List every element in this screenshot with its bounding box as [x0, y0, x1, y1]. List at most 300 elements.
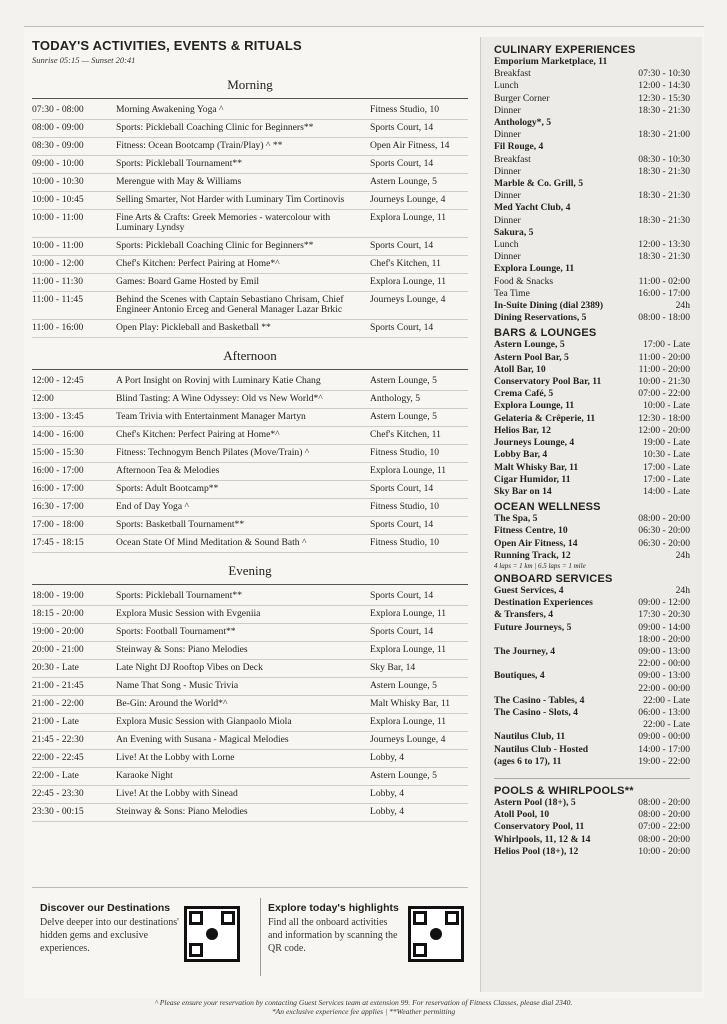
service-name: Destination Experiences	[494, 597, 593, 609]
service-hours: 18:30 - 21:30	[638, 251, 690, 263]
service-name: Breakfast	[494, 68, 531, 80]
activity-row	[32, 391, 468, 409]
service-row	[494, 658, 690, 670]
activity-event: Behind the Scenes with Captain Sebastiano Chrisam, Chief Engineer Antonio Erceg and General Manager Lazar Brkic	[116, 294, 344, 315]
service-name: Nautilus Club - Hosted	[494, 743, 589, 755]
activity-event: Blind Tasting: A Wine Odyssey: Old vs New World*^	[116, 393, 323, 404]
service-hours: 16:00 - 17:00	[638, 287, 690, 299]
activity-location: Sports Court, 14	[370, 122, 434, 133]
service-hours: 18:30 - 21:30	[638, 104, 690, 116]
footer-notes	[0, 998, 727, 1016]
activity-time: 13:00 - 13:45	[32, 411, 84, 422]
activity-event: Chef's Kitchen: Perfect Pairing at Home*^	[116, 429, 280, 440]
activity-location: Fitness Studio, 10	[370, 537, 440, 548]
service-hours: 22:00 - Late	[643, 694, 690, 706]
service-name: Sakura, 5	[494, 226, 534, 238]
bars-list	[494, 339, 690, 498]
activity-row	[32, 102, 468, 120]
destinations-text: Delve deeper into our destinations' hidden gems and exclusive experiences.	[40, 917, 179, 954]
service-row	[494, 486, 690, 498]
service-row	[494, 93, 690, 105]
service-name: Marble & Co. Grill, 5	[494, 178, 583, 190]
activity-time: 08:00 - 09:00	[32, 122, 84, 133]
service-row	[494, 166, 690, 178]
activity-time: 10:00 - 10:30	[32, 176, 84, 187]
activity-time: 16:00 - 17:00	[32, 465, 84, 476]
onboard-heading: ONBOARD SERVICES	[494, 572, 613, 585]
pools-heading: POOLS & WHIRLPOOLS**	[494, 778, 690, 797]
service-row	[494, 190, 690, 202]
activity-event: Fine Arts & Crafts: Greek Memories - watercolour with Luminary Lyndsy	[116, 212, 331, 233]
activity-time: 22:00 - Late	[32, 770, 79, 781]
activity-row	[32, 192, 468, 210]
activity-location: Explora Lounge, 11	[370, 716, 447, 727]
service-row	[494, 413, 690, 425]
activity-row	[32, 210, 468, 238]
activity-event: Fitness: Technogym Bench Pilates (Move/Train) ^	[116, 447, 310, 458]
activity-row	[32, 463, 468, 481]
service-name: Burger Corner	[494, 92, 550, 104]
service-hours: 14:00 - Late	[643, 485, 690, 497]
service-hours	[616, 117, 690, 129]
service-hours: 19:00 - Late	[643, 437, 690, 449]
service-hours: 12:30 - 15:30	[638, 92, 690, 104]
service-hours: 17:00 - Late	[643, 461, 690, 473]
activity-event: Afternoon Tea & Melodies	[116, 465, 220, 476]
service-row	[494, 251, 690, 263]
service-row	[494, 609, 690, 621]
service-row	[494, 352, 690, 364]
service-name: Helios Pool (18+), 12	[494, 845, 579, 857]
highlights-text: Find all the onboard activities and information by scanning the QR code.	[268, 917, 398, 954]
service-name: Journeys Lounge, 4	[494, 437, 575, 449]
service-hours: 09:00 - 13:00	[638, 670, 690, 682]
service-name: Nautilus Club, 11	[494, 731, 566, 743]
activity-time: 11:00 - 16:00	[32, 322, 84, 333]
service-row	[494, 695, 690, 707]
service-hours: 08:00 - 18:00	[638, 312, 690, 324]
activity-row	[32, 750, 468, 768]
service-name: Atoll Pool, 10	[494, 809, 550, 821]
service-name: Sky Bar on 14	[494, 485, 552, 497]
service-row	[494, 227, 690, 239]
activity-event: Sports: Basketball Tournament**	[116, 519, 245, 530]
activity-location: Astern Lounge, 5	[370, 375, 437, 386]
service-name: Med Yacht Club, 4	[494, 202, 571, 214]
service-row	[494, 300, 690, 312]
service-hours: 22:00 - 00:00	[638, 682, 690, 694]
activity-row	[32, 714, 468, 732]
activity-location: Chef's Kitchen, 11	[370, 258, 441, 269]
service-name: Dinner	[494, 104, 521, 116]
service-hours: 24h	[675, 584, 690, 596]
service-name: Dining Reservations, 5	[494, 312, 587, 324]
service-row	[494, 525, 690, 537]
activity-location: Lobby, 4	[370, 788, 405, 799]
activity-location: Sports Court, 14	[370, 240, 434, 251]
service-name: Cigar Humidor, 11	[494, 473, 571, 485]
highlights-title: Explore today's highlights	[268, 902, 399, 914]
activity-time: 17:45 - 18:15	[32, 537, 84, 548]
service-hours: 18:30 - 21:30	[638, 190, 690, 202]
activity-event: Sports: Pickleball Coaching Clinic for Beginners**	[116, 122, 314, 133]
service-row	[494, 425, 690, 437]
activity-time: 18:00 - 19:00	[32, 590, 84, 601]
service-row	[494, 117, 690, 129]
service-name: Dinner	[494, 214, 521, 226]
service-row	[494, 513, 690, 525]
service-hours: 14:00 - 17:00	[638, 743, 690, 755]
activity-row	[32, 499, 468, 517]
activity-time: 16:30 - 17:00	[32, 501, 84, 512]
activity-event: Sports: Adult Bootcamp**	[116, 483, 219, 494]
activity-row	[32, 445, 468, 463]
service-hours: 08:00 - 20:00	[638, 796, 690, 808]
activity-time: 16:00 - 17:00	[32, 483, 84, 494]
activity-event: Chef's Kitchen: Perfect Pairing at Home*^	[116, 258, 280, 269]
activity-event: Open Play: Pickleball and Basketball **	[116, 322, 271, 333]
activity-event: Sports: Football Tournament**	[116, 626, 236, 637]
service-row	[494, 597, 690, 609]
activity-time: 11:00 - 11:30	[32, 276, 83, 287]
activity-location: Astern Lounge, 5	[370, 680, 437, 691]
service-row	[494, 437, 690, 449]
service-row	[494, 756, 690, 768]
activity-row	[32, 120, 468, 138]
activity-time: 10:00 - 11:00	[32, 212, 84, 223]
activity-location: Astern Lounge, 5	[370, 176, 437, 187]
activity-time: 22:00 - 22:45	[32, 752, 84, 763]
service-name	[494, 634, 616, 646]
service-hours: 09:00 - 13:00	[638, 645, 690, 657]
wellness-list	[494, 513, 690, 562]
activity-time: 22:45 - 23:30	[32, 788, 84, 799]
service-row	[494, 834, 690, 846]
service-hours: 12:30 - 18:00	[638, 412, 690, 424]
service-hours: 11:00 - 02:00	[638, 275, 690, 287]
activity-event: Team Trivia with Entertainment Manager Martyn	[116, 411, 306, 422]
activity-row	[32, 535, 468, 553]
service-row	[494, 550, 690, 562]
service-hours	[616, 227, 690, 239]
activity-time: 20:30 - Late	[32, 662, 79, 673]
activity-time: 11:00 - 11:45	[32, 294, 83, 305]
service-row	[494, 215, 690, 227]
service-hours	[616, 263, 690, 275]
activity-location: Explora Lounge, 11	[370, 276, 447, 287]
service-hours: 08:00 - 20:00	[638, 833, 690, 845]
afternoon-list	[32, 373, 468, 553]
service-hours: 06:30 - 20:00	[638, 525, 690, 537]
wellness-heading: OCEAN WELLNESS	[494, 501, 601, 514]
activity-row	[32, 517, 468, 535]
activity-time: 17:00 - 18:00	[32, 519, 84, 530]
service-name: Conservatory Pool Bar, 11	[494, 376, 602, 388]
service-name: The Casino - Tables, 4	[494, 694, 585, 706]
service-row	[494, 670, 690, 682]
activity-location: Lobby, 4	[370, 752, 405, 763]
service-name	[494, 719, 616, 731]
activity-location: Journeys Lounge, 4	[370, 294, 446, 305]
service-name: Guest Services, 4	[494, 584, 564, 596]
activity-location: Explora Lounge, 11	[370, 465, 447, 476]
service-row	[494, 376, 690, 388]
service-name: Fil Rouge, 4	[494, 141, 544, 153]
service-row	[494, 634, 690, 646]
activity-event: Fitness: Ocean Bootcamp (Train/Play) ^ **	[116, 140, 283, 151]
activity-row	[32, 292, 468, 320]
service-row	[494, 68, 690, 80]
activity-time: 21:45 - 22:30	[32, 734, 84, 745]
culinary-heading: CULINARY EXPERIENCES	[494, 44, 636, 56]
activity-location: Sports Court, 14	[370, 158, 434, 169]
service-hours: 10:00 - 20:00	[638, 845, 690, 857]
service-row	[494, 263, 690, 275]
section-evening-heading: Evening	[32, 563, 468, 585]
service-hours: 08:30 - 10:30	[638, 153, 690, 165]
activity-location: Explora Lounge, 11	[370, 608, 447, 619]
service-hours: 18:30 - 21:30	[638, 165, 690, 177]
activity-row	[32, 256, 468, 274]
activity-event: Explora Music Session with Evgeniia	[116, 608, 261, 619]
service-row	[494, 707, 690, 719]
service-hours	[616, 178, 690, 190]
service-row	[494, 339, 690, 351]
activity-location: Lobby, 4	[370, 806, 405, 817]
activity-location: Fitness Studio, 10	[370, 447, 440, 458]
activity-location: Malt Whisky Bar, 11	[370, 698, 451, 709]
service-hours: 12:00 - 14:30	[638, 80, 690, 92]
activity-row	[32, 427, 468, 445]
activity-time: 18:15 - 20:00	[32, 608, 84, 619]
services-column	[480, 37, 702, 992]
activity-location: Fitness Studio, 10	[370, 104, 440, 115]
service-hours: 17:30 - 20:30	[638, 609, 690, 621]
service-name: Fitness Centre, 10	[494, 525, 568, 537]
service-row	[494, 449, 690, 461]
activity-event: Merengue with May & Williams	[116, 176, 242, 187]
service-hours: 06:00 - 13:00	[638, 706, 690, 718]
activity-location: Explora Lounge, 11	[370, 212, 447, 223]
service-hours: 07:00 - 22:00	[638, 388, 690, 400]
activity-row	[32, 138, 468, 156]
activity-event: Steinway & Sons: Piano Melodies	[116, 806, 248, 817]
highlights-qr-icon[interactable]	[408, 906, 464, 962]
service-name: Tea Time	[494, 287, 530, 299]
service-row	[494, 846, 690, 858]
service-hours: 24h	[675, 549, 690, 561]
service-row	[494, 276, 690, 288]
service-hours	[616, 56, 690, 68]
service-name: Future Journeys, 5	[494, 621, 572, 633]
section-morning-heading: Morning	[32, 77, 468, 99]
service-name: Conservatory Pool, 11	[494, 821, 585, 833]
service-name: Astern Lounge, 5	[494, 339, 565, 351]
service-row	[494, 105, 690, 117]
activity-time: 07:30 - 08:00	[32, 104, 84, 115]
service-row	[494, 462, 690, 474]
service-name: Running Track, 12	[494, 549, 571, 561]
service-hours	[616, 202, 690, 214]
sunrise-sunset: Sunrise 05:15 — Sunset 20:41	[32, 55, 136, 65]
activity-time: 21:00 - 21:45	[32, 680, 84, 691]
activity-time: 12:00	[32, 393, 54, 404]
activity-row	[32, 373, 468, 391]
activity-event: Steinway & Sons: Piano Melodies	[116, 644, 248, 655]
service-name: Open Air Fitness, 14	[494, 537, 578, 549]
service-name: Astern Pool Bar, 5	[494, 351, 569, 363]
activity-row	[32, 174, 468, 192]
service-name: Whirlpools, 11, 12 & 14	[494, 833, 591, 845]
service-row	[494, 80, 690, 92]
service-name: Helios Bar, 12	[494, 424, 551, 436]
activity-location: Sports Court, 14	[370, 322, 434, 333]
service-hours: 11:00 - 20:00	[638, 363, 690, 375]
culinary-list	[494, 56, 690, 324]
service-name: Lobby Bar, 4	[494, 449, 548, 461]
service-name: Food & Snacks	[494, 275, 554, 287]
activity-time: 08:30 - 09:00	[32, 140, 84, 151]
pools-list	[494, 797, 690, 858]
service-name: Dinner	[494, 165, 521, 177]
onboard-list	[494, 585, 690, 768]
service-row	[494, 364, 690, 376]
service-name: Crema Café, 5	[494, 388, 554, 400]
activity-time: 20:00 - 21:00	[32, 644, 84, 655]
service-row	[494, 585, 690, 597]
service-name: & Transfers, 4	[494, 609, 554, 621]
service-hours: 08:00 - 20:00	[638, 513, 690, 525]
activity-location: Sports Court, 14	[370, 483, 434, 494]
activity-row	[32, 624, 468, 642]
service-hours	[616, 141, 690, 153]
destinations-promo	[40, 902, 180, 955]
service-name: Boutiques, 4	[494, 670, 545, 682]
service-hours: 11:00 - 20:00	[638, 351, 690, 363]
service-hours: 09:00 - 12:00	[638, 597, 690, 609]
activity-event: Sports: Pickleball Tournament**	[116, 590, 242, 601]
service-hours: 18:00 - 20:00	[638, 633, 690, 645]
activity-time: 12:00 - 12:45	[32, 375, 84, 386]
service-name: Anthology*, 5	[494, 117, 552, 129]
activity-event: A Port Insight on Rovinj with Luminary Katie Chang	[116, 375, 321, 386]
service-hours: 22:00 - Late	[643, 719, 690, 731]
activity-row	[32, 320, 468, 338]
activity-location: Astern Lounge, 5	[370, 411, 437, 422]
service-name: Gelateria & Crêperie, 11	[494, 412, 596, 424]
activity-time: 23:30 - 00:15	[32, 806, 84, 817]
activity-row	[32, 274, 468, 292]
activity-row	[32, 156, 468, 174]
activity-event: Be-Gin: Around the World*^	[116, 698, 228, 709]
activity-time: 21:00 - 22:00	[32, 698, 84, 709]
page-title: TODAY'S ACTIVITIES, EVENTS & RITUALS	[32, 38, 302, 53]
promo-divider	[260, 898, 261, 976]
service-hours: 12:00 - 13:30	[638, 239, 690, 251]
service-row	[494, 744, 690, 756]
destinations-title: Discover our Destinations	[40, 902, 171, 914]
service-row	[494, 719, 690, 731]
service-hours: 12:00 - 20:00	[638, 424, 690, 436]
activity-location: Chef's Kitchen, 11	[370, 429, 441, 440]
activity-time: 10:00 - 12:00	[32, 258, 84, 269]
activity-location: Journeys Lounge, 4	[370, 194, 446, 205]
activity-row	[32, 732, 468, 750]
service-hours: 22:00 - 00:00	[638, 658, 690, 670]
activity-event: Explora Music Session with Gianpaolo Miola	[116, 716, 292, 727]
activity-row	[32, 678, 468, 696]
service-name	[494, 658, 616, 670]
activity-location: Sky Bar, 14	[370, 662, 416, 673]
promo-panel	[32, 887, 468, 992]
service-hours: 09:00 - 14:00	[638, 621, 690, 633]
activity-event: Live! At the Lobby with Sinead	[116, 788, 238, 799]
running-track-note: 4 laps = 1 km | 6.5 laps = 1 mile	[494, 561, 586, 570]
service-hours: 07:30 - 10:30	[638, 68, 690, 80]
activity-time: 10:00 - 11:00	[32, 240, 84, 251]
activity-location: Journeys Lounge, 4	[370, 734, 446, 745]
activity-row	[32, 606, 468, 624]
service-row	[494, 388, 690, 400]
service-name: The Casino - Slots, 4	[494, 706, 578, 718]
activity-location: Anthology, 5	[370, 393, 421, 404]
activity-event: Sports: Pickleball Coaching Clinic for Beginners**	[116, 240, 314, 251]
bars-heading: BARS & LOUNGES	[494, 327, 597, 340]
service-name: Dinner	[494, 251, 521, 263]
activity-row	[32, 786, 468, 804]
morning-list	[32, 102, 468, 338]
service-row	[494, 141, 690, 153]
service-row	[494, 202, 690, 214]
service-name: In-Suite Dining (dial 2389)	[494, 300, 604, 312]
footer-line-2: *An exclusive experience fee applies | **Weather permitting	[271, 1007, 456, 1016]
service-name	[494, 683, 616, 695]
service-row	[494, 312, 690, 324]
activity-time: 15:00 - 15:30	[32, 447, 84, 458]
service-hours: 18:30 - 21:00	[638, 129, 690, 141]
service-hours: 09:00 - 00:00	[638, 731, 690, 743]
service-hours: 10:30 - Late	[643, 449, 690, 461]
service-name: Malt Whisky Bar, 11	[494, 461, 579, 473]
activity-row	[32, 804, 468, 822]
activity-row	[32, 481, 468, 499]
activity-event: An Evening with Susana - Magical Melodies	[116, 734, 289, 745]
service-name: Dinner	[494, 129, 521, 141]
service-hours: 17:00 - Late	[643, 339, 690, 351]
activity-time: 21:00 - Late	[32, 716, 79, 727]
activity-location: Sports Court, 14	[370, 626, 434, 637]
service-name: Lunch	[494, 80, 519, 92]
highlights-promo	[268, 902, 404, 955]
activity-location: Astern Lounge, 5	[370, 770, 437, 781]
service-name: Breakfast	[494, 153, 531, 165]
service-hours: 17:00 - Late	[643, 473, 690, 485]
service-name: Dinner	[494, 190, 521, 202]
activity-event: Name That Song - Music Trivia	[116, 680, 239, 691]
service-row	[494, 731, 690, 743]
service-row	[494, 821, 690, 833]
service-hours: 18:30 - 21:30	[638, 214, 690, 226]
destinations-qr-icon[interactable]	[184, 906, 240, 962]
service-row	[494, 129, 690, 141]
activity-event: Sports: Pickleball Tournament**	[116, 158, 242, 169]
service-name: Astern Pool (18+), 5	[494, 796, 576, 808]
service-name: Explora Lounge, 11	[494, 263, 575, 275]
activity-time: 14:00 - 16:00	[32, 429, 84, 440]
service-row	[494, 178, 690, 190]
activity-row	[32, 696, 468, 714]
activity-row	[32, 768, 468, 786]
